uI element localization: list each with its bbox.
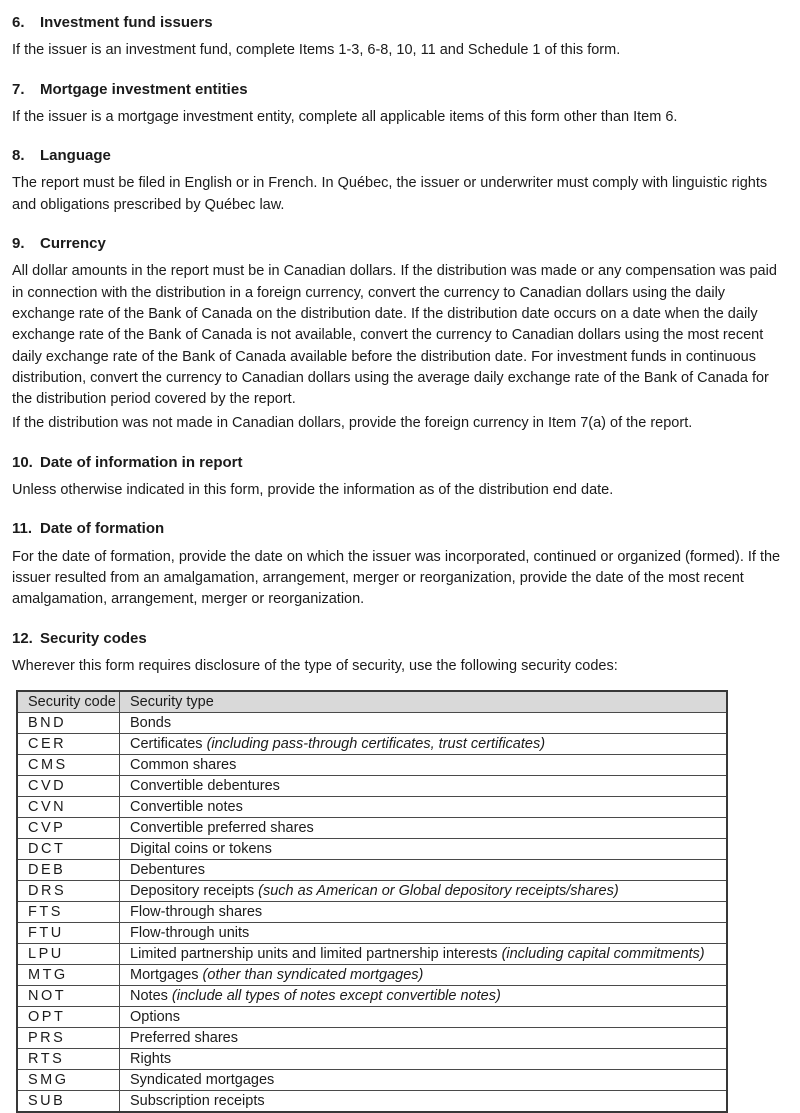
column-header-security-code: Security code: [17, 691, 120, 713]
body-paragraph: All dollar amounts in the report must be in Canadian dollars. If the distribution was made or any compensation was paid in connection with the distribution in a foreign currency, convert the currency to Canadian dollars using the daily exchange rate of the Bank of Canada on the distribution date. If the distribution date occurs on a date when the daily exchange rate of the Bank of Canada is not available, convert the currency to Canadian dollars using the most recent daily exchange rate of the Bank of Canada available before the distribution date. For investment funds in continuous distribution, convert the currency to Canadian dollars using the average daily exchange rate of the Bank of Canada for the distribution period covered by the report.: [12, 263, 777, 408]
security-codes-table-head: [17, 691, 727, 713]
security-type-cell: [120, 923, 728, 944]
security-codes-table-body: [17, 713, 727, 1113]
security-type-text: Convertible notes: [130, 798, 243, 815]
section-title: Currency: [40, 235, 106, 253]
section-number: 11.: [12, 520, 33, 538]
section-number: 7.: [12, 80, 25, 98]
table-row: [17, 818, 727, 839]
security-type-text: Flow-through shares: [130, 903, 263, 920]
body-paragraph: If the distribution was not made in Canadian dollars, provide the foreign currency in Item 7(a) of the report.: [12, 415, 693, 432]
body-paragraph: The report must be filed in English or in French. In Québec, the issuer or underwriter must comply with linguistic rights and obligations prescribed by Québec law.: [12, 175, 768, 213]
section-heading: [12, 12, 788, 33]
table-row: [17, 923, 727, 944]
table-row: [17, 734, 727, 755]
table-row: [17, 902, 727, 923]
security-type-cell: [120, 776, 728, 797]
security-type-text: Certificates: [130, 735, 203, 752]
security-type-note: (such as American or Global depository receipts/shares): [258, 882, 619, 899]
table-row: [17, 860, 727, 881]
security-code-cell: CVN: [17, 797, 120, 818]
section-heading: [12, 233, 788, 254]
body-paragraph: Unless otherwise indicated in this form, provide the information as of the distribution end date.: [12, 482, 614, 499]
security-code-cell: FTS: [17, 902, 120, 923]
security-type-text: Notes: [130, 987, 168, 1004]
table-row: [17, 797, 727, 818]
security-type-text: Depository receipts: [130, 882, 255, 899]
section-number: 10.: [12, 453, 33, 471]
section-number: 9.: [12, 235, 25, 253]
security-code-cell: BND: [17, 713, 120, 734]
body-paragraph: If the issuer is an investment fund, complete Items 1-3, 6-8, 10, 11 and Schedule 1 of this form.: [12, 42, 621, 59]
security-type-text: Preferred shares: [130, 1029, 238, 1046]
security-code-cell: LPU: [17, 944, 120, 965]
security-code-cell: CER: [17, 734, 120, 755]
table-row: [17, 1091, 727, 1113]
security-type-text: Digital coins or tokens: [130, 840, 272, 857]
section-11: [12, 518, 788, 610]
security-type-text: Bonds: [130, 714, 172, 731]
table-row: [17, 1070, 727, 1091]
security-type-text: Flow-through units: [130, 924, 250, 941]
section-number: 12.: [12, 629, 33, 647]
security-code-cell: SUB: [17, 1091, 120, 1113]
section-title: Security codes: [40, 629, 147, 647]
security-type-cell: [120, 1049, 728, 1070]
security-type-cell: [120, 734, 728, 755]
security-type-cell: [120, 965, 728, 986]
table-row: [17, 755, 727, 776]
security-type-cell: [120, 818, 728, 839]
security-type-text: Debentures: [130, 861, 205, 878]
section-heading: [12, 518, 788, 539]
body-paragraph: For the date of formation, provide the date on which the issuer was incorporated, continued or organized (formed). If the issuer resulted from an amalgamation, arrangement, merger or reorganization, provide the date of the most recent amalgamation, arrangement, merger or reorganization.: [12, 548, 781, 608]
table-row: [17, 881, 727, 902]
section-heading: [12, 79, 788, 100]
security-code-cell: CVP: [17, 818, 120, 839]
body-paragraph: If the issuer is a mortgage investment entity, complete all applicable items of this form other than Item 6.: [12, 108, 678, 125]
section-heading: [12, 628, 788, 649]
security-type-cell: [120, 881, 728, 902]
table-row: [17, 986, 727, 1007]
section-heading: [12, 145, 788, 166]
security-type-text: Subscription receipts: [130, 1092, 265, 1109]
security-type-cell: [120, 797, 728, 818]
security-type-cell: [120, 902, 728, 923]
security-type-text: Mortgages: [130, 966, 199, 983]
security-type-cell: [120, 839, 728, 860]
section-number: 8.: [12, 147, 25, 165]
section-8: [12, 145, 788, 216]
table-header-row: [17, 691, 727, 713]
section-heading: [12, 452, 788, 473]
security-type-note: (including pass-through certificates, trust certificates): [206, 735, 546, 752]
security-type-text: Common shares: [130, 756, 237, 773]
table-row: [17, 776, 727, 797]
security-type-cell: [120, 1070, 728, 1091]
section-title: Date of formation: [40, 520, 165, 538]
body-paragraph: Wherever this form requires disclosure of the type of security, use the following security codes:: [12, 657, 618, 674]
table-row: [17, 944, 727, 965]
section-number: 6.: [12, 14, 25, 31]
security-type-text: Options: [130, 1008, 180, 1025]
table-row: [17, 839, 727, 860]
security-type-cell: [120, 944, 728, 965]
security-type-text: Limited partnership units and limited partnership interests: [130, 945, 498, 962]
section-title: Language: [40, 147, 111, 165]
security-code-cell: FTU: [17, 923, 120, 944]
section-12: [12, 628, 788, 678]
table-row: [17, 1007, 727, 1028]
security-type-cell: [120, 1028, 728, 1049]
security-code-cell: DCT: [17, 839, 120, 860]
security-code-cell: DRS: [17, 881, 120, 902]
security-type-note: (including capital commitments): [501, 945, 705, 962]
security-code-cell: DEB: [17, 860, 120, 881]
section-title: Investment fund issuers: [40, 14, 213, 31]
section-7: [12, 79, 788, 129]
security-type-cell: [120, 1091, 728, 1113]
security-type-text: Convertible debentures: [130, 777, 280, 794]
section-9: [12, 233, 788, 435]
security-code-cell: PRS: [17, 1028, 120, 1049]
section-10: [12, 452, 788, 502]
security-type-text: Syndicated mortgages: [130, 1071, 275, 1088]
security-code-cell: NOT: [17, 986, 120, 1007]
security-type-text: Convertible preferred shares: [130, 819, 314, 836]
security-code-cell: RTS: [17, 1049, 120, 1070]
section-title: Mortgage investment entities: [40, 80, 248, 98]
security-code-cell: CVD: [17, 776, 120, 797]
security-type-cell: [120, 713, 728, 734]
security-type-text: Rights: [130, 1050, 172, 1067]
section-6: [12, 12, 788, 62]
security-codes-table: [16, 690, 728, 1113]
table-row: [17, 1028, 727, 1049]
security-code-cell: MTG: [17, 965, 120, 986]
security-type-cell: [120, 860, 728, 881]
security-type-note: (other than syndicated mortgages): [202, 966, 424, 983]
security-type-cell: [120, 755, 728, 776]
table-row: [17, 713, 727, 734]
section-title: Date of information in report: [40, 453, 243, 471]
security-type-note: (include all types of notes except convertible notes): [171, 987, 501, 1004]
security-code-cell: SMG: [17, 1070, 120, 1091]
security-code-cell: CMS: [17, 755, 120, 776]
column-header-security-type: Security type: [120, 691, 728, 713]
security-type-cell: [120, 1007, 728, 1028]
sections-container: [12, 12, 788, 677]
security-type-cell: [120, 986, 728, 1007]
table-row: [17, 965, 727, 986]
security-code-cell: OPT: [17, 1007, 120, 1028]
table-row: [17, 1049, 727, 1070]
